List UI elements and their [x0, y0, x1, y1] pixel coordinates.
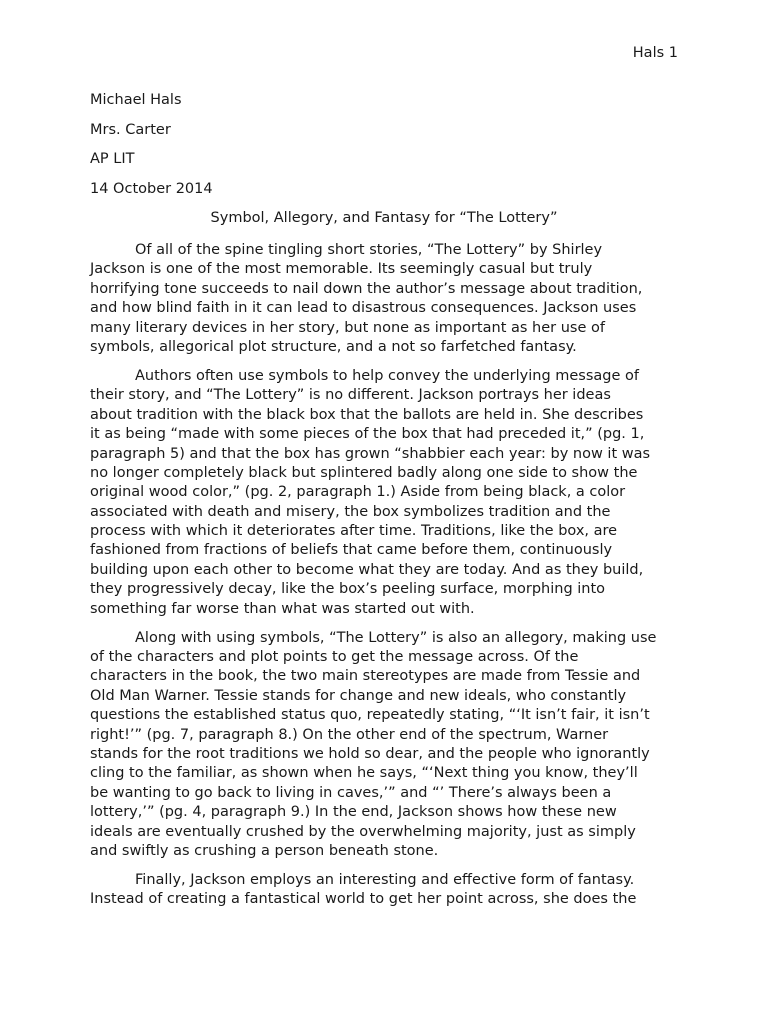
paragraph-line: original wood color,” (pg. 2, paragraph 1.) Aside from being black, a color: [90, 484, 626, 501]
paragraph-allegory: [90, 629, 690, 862]
instructor-name: Mrs. Carter: [90, 121, 171, 138]
paragraph-line: no longer completely black but splintered badly along one side to show the: [90, 464, 638, 481]
paragraph-line: be wanting to go back to living in caves,’” and “’ There’s always been a: [90, 784, 612, 801]
author-name: Michael Hals: [90, 92, 182, 108]
paragraph-line: stands for the root traditions we hold so dear, and the people who ignorantly: [90, 745, 650, 762]
page-header-label: Hals 1: [632, 45, 678, 61]
paragraph-line: lottery,’” (pg. 4, paragraph 9.) In the end, Jackson shows how these new: [90, 804, 617, 821]
paragraph-line: ideals are eventually crushed by the overwhelming majority, just as simply: [90, 823, 636, 840]
mla-heading: [90, 91, 678, 209]
paragraph-line: Instead of creating a fantastical world to get her point across, she does the: [90, 891, 637, 908]
paragraph-line: they progressively decay, like the box’s peeling surface, morphing into: [90, 581, 606, 598]
paragraph-fantasy: [90, 871, 690, 910]
paragraph-line: questions the established status quo, repeatedly stating, “‘It isn’t fair, it isn’t: [90, 707, 650, 724]
essay-body: [90, 241, 690, 919]
paragraph-line: associated with death and misery, the box symbolizes tradition and the: [90, 503, 611, 520]
paragraph-line: it as being “made with some pieces of the box that had preceded it,” (pg. 1,: [90, 426, 645, 443]
paragraph-line: and how blind faith in it can lead to disastrous consequences. Jackson uses: [90, 300, 637, 317]
paragraph-line: building upon each other to become what they are today. And as they build,: [90, 561, 644, 578]
paragraph-line: right!’” (pg. 7, paragraph 8.) On the other end of the spectrum, Warner: [90, 726, 609, 743]
paragraph-line: characters in the book, the two main stereotypes are made from Tessie and: [90, 668, 641, 685]
essay-title: Symbol, Allegory, and Fantasy for “The Lottery”: [210, 210, 558, 226]
paragraph-line: Jackson is one of the most memorable. Its seemingly casual but truly: [90, 261, 593, 278]
paragraph-line: Of all of the spine tingling short stories, “The Lottery” by Shirley: [135, 242, 603, 258]
paragraph-line: Old Man Warner. Tessie stands for change and new ideals, who constantly: [90, 687, 627, 704]
paragraph-intro: [90, 241, 690, 357]
paragraph-line: cling to the familiar, as shown when he says, “‘Next thing you know, they’ll: [90, 765, 638, 782]
paragraph-line: symbols, allegorical plot structure, and a not so farfetched fantasy.: [90, 338, 577, 355]
paragraph-line: something far worse than what was started out with.: [90, 600, 475, 617]
essay-date: 14 October 2014: [90, 180, 213, 197]
paragraph-line: paragraph 5) and that the box has grown “shabbier each year: by now it was: [90, 445, 651, 462]
paragraph-line: and swiftly as crushing a person beneath stone.: [90, 842, 439, 859]
paragraph-line: process with which it deteriorates after time. Traditions, like the box, are: [90, 523, 618, 540]
course-name: AP LIT: [90, 151, 135, 168]
paragraph-line: Authors often use symbols to help convey the underlying message of: [135, 367, 640, 384]
paragraph-line: many literary devices in her story, but none as important as her use of: [90, 319, 605, 336]
paragraph-line: their story, and “The Lottery” is no different. Jackson portrays her ideas: [90, 387, 611, 404]
paragraph-line: of the characters and plot points to get the message across. Of the: [90, 649, 579, 665]
paragraph-line: fashioned from fractions of beliefs that came before them, continuously: [90, 542, 613, 559]
paragraph-line: horrifying tone succeeds to nail down the author’s message about tradition,: [90, 280, 643, 297]
paragraph-line: about tradition with the black box that the ballots are held in. She describes: [90, 406, 644, 423]
paragraph-line: Along with using symbols, “The Lottery” is also an allegory, making use: [135, 629, 657, 646]
paragraph-symbols: [90, 367, 690, 619]
paragraph-line: Finally, Jackson employs an interesting and effective form of fantasy.: [135, 871, 635, 888]
